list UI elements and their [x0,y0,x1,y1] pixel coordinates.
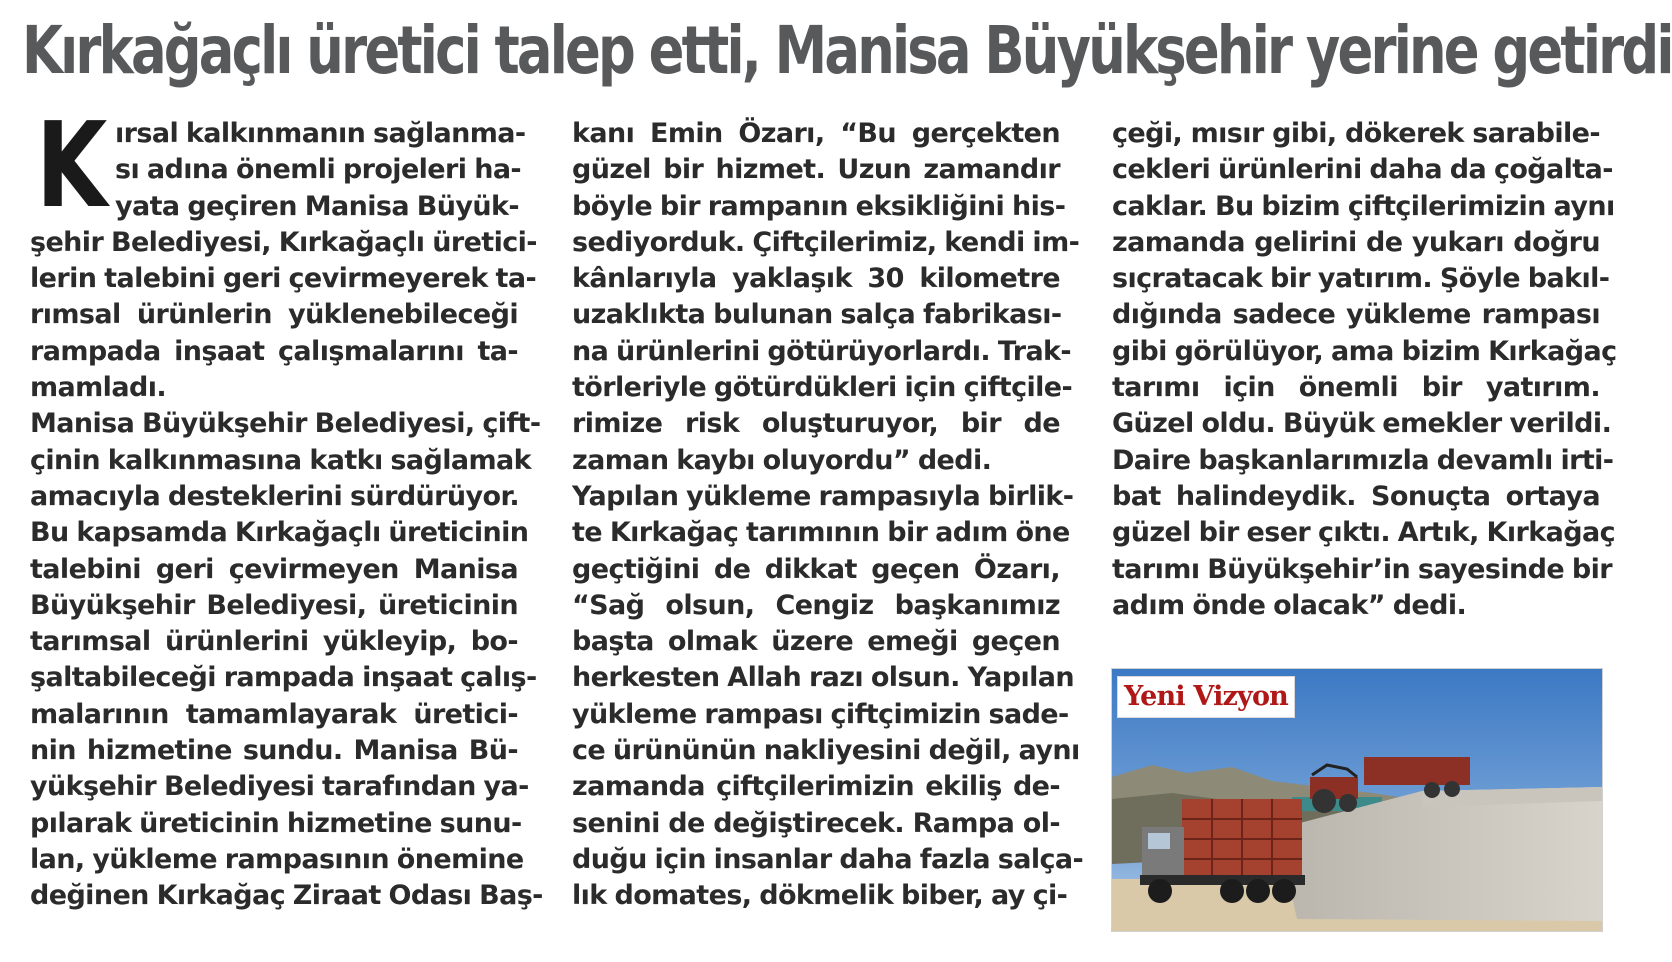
article-line: Yapılan yükleme rampasıyla birlik- [572,480,1074,512]
article-line: “Sağ olsun, Cengiz başkanımız [572,589,1060,621]
article-line: pılarak üreticinin hizmetine sunu- [30,807,522,839]
article-line: böyle bir rampanın eksikliğini his- [572,190,1066,222]
article-line: nin hizmetine sundu. Manisa Bü- [30,735,518,767]
article-line: güzel bir hizmet. Uzun zamandır [572,154,1060,186]
article-line: amacıyla desteklerini sürdürüyor. [30,480,519,512]
article-line: Daire başkanlarımızla devamlı irti- [1112,444,1614,476]
article-line: güzel bir eser çıktı. Artık, Kırkağaç [1112,517,1615,549]
article-line: malarının tamamlayarak üretici- [30,698,518,730]
article-line: senini de değiştirecek. Rampa ol- [572,807,1060,839]
article-line: lan, yükleme rampasının önemine [30,843,524,875]
article-line: çinin kalkınmasına katkı sağlamak [30,444,532,476]
article-line: bat halindeydik. Sonuçta ortaya [1112,480,1600,512]
article-line: lerin talebini geri çevirmeyerek ta- [30,263,537,295]
article-line: tarımsal ürünlerini yükleyip, bo- [30,626,518,658]
article-column-2 [572,116,1084,938]
article-line: yükşehir Belediyesi tarafından ya- [30,771,529,803]
article-line: rımsal ürünlerin yüklenebileceği [30,299,518,331]
article-line: zamanda çiftçilerimizin ekiliş de- [572,771,1060,803]
headline: Kırkağaçlı üretici talep etti, Manisa Büyükşehir yerine getirdi [22,12,1672,89]
article-line: şehir Belediyesi, Kırkağaçlı üretici- [30,226,537,258]
article-line: sıçratacak bir yatırım. Şöyle bakıl- [1112,263,1610,295]
article-line: dığında sadece yükleme rampası [1112,299,1600,331]
article-line: rimize risk oluşturuyor, bir de [572,408,1060,440]
article-photo [1111,668,1603,932]
article-line: sediyorduk. Çiftçilerimiz, kendi im- [572,226,1080,258]
article-line: uzaklıkta bulunan salça fabrikası- [572,299,1062,331]
article-line: törleriyle götürdükleri için çiftçile- [572,372,1073,404]
article-line: ırsal kalkınmanın sağlanma- [115,118,526,149]
article-line: çeği, mısır gibi, dökerek sarabile- [1112,118,1600,149]
watermark-label: Yeni Vizyon [1117,676,1295,718]
article-line: yükleme rampası çiftçimizin sade- [572,698,1069,730]
drop-cap: K [36,96,108,234]
article-line: sı adına önemli projeleri ha- [115,154,522,186]
article-line: Bu kapsamda Kırkağaçlı üreticinin [30,517,529,549]
article-column-1 [30,96,543,938]
article-line: na ürünlerini götürüyorlardı. Trak- [572,335,1072,367]
article-line: kanı Emin Özarı, “Bu gerçekten [572,118,1060,149]
article-line: tarımı için önemli bir yatırım. [1112,372,1600,404]
article-line: şaltabileceği rampada inşaat çalış- [30,662,537,694]
article-line: herkesten Allah razı olsun. Yapılan [572,662,1075,694]
article-line: ce ürününün nakliyesini değil, aynı [572,735,1080,767]
article-line: başta olmak üzere emeği geçen [572,626,1060,658]
article-line: Güzel oldu. Büyük emekler verildi. [1112,408,1612,440]
article-line: zamanda gelirini de yukarı doğru [1112,226,1600,258]
article-line: te Kırkağaç tarımının bir adım öne [572,517,1070,549]
article-line: yata geçiren Manisa Büyük- [115,190,519,222]
article-line: Manisa Büyükşehir Belediyesi, çift- [30,408,541,440]
article-line: duğu için insanlar daha fazla salça- [572,843,1084,875]
article-line: adım önde olacak” dedi. [1112,589,1467,621]
article-line: lık domates, dökmelik biber, ay çi- [572,880,1068,912]
article-line: zaman kaybı oluyordu” dedi. [572,444,992,476]
article-line: tarımı Büyükşehir’in sayesinde bir [1112,553,1612,585]
article-line: kânlarıyla yaklaşık 30 kilometre [572,263,1060,295]
article-line: Büyükşehir Belediyesi, üreticinin [30,589,518,621]
article-line: cekleri ürünlerini daha da çoğalta- [1112,154,1613,186]
article-line: mamladı. [30,372,167,404]
article-line: gibi görülüyor, ama bizim Kırkağaç [1112,335,1617,367]
article-line: geçtiğini de dikkat geçen Özarı, [572,553,1060,585]
article-line: caklar. Bu bizim çiftçilerimizin aynı [1112,190,1615,222]
article-line: talebini geri çevirmeyen Manisa [30,553,518,585]
article-line: değinen Kırkağaç Ziraat Odası Baş- [30,880,543,912]
article-line: rampada inşaat çalışmalarını ta- [30,335,518,367]
